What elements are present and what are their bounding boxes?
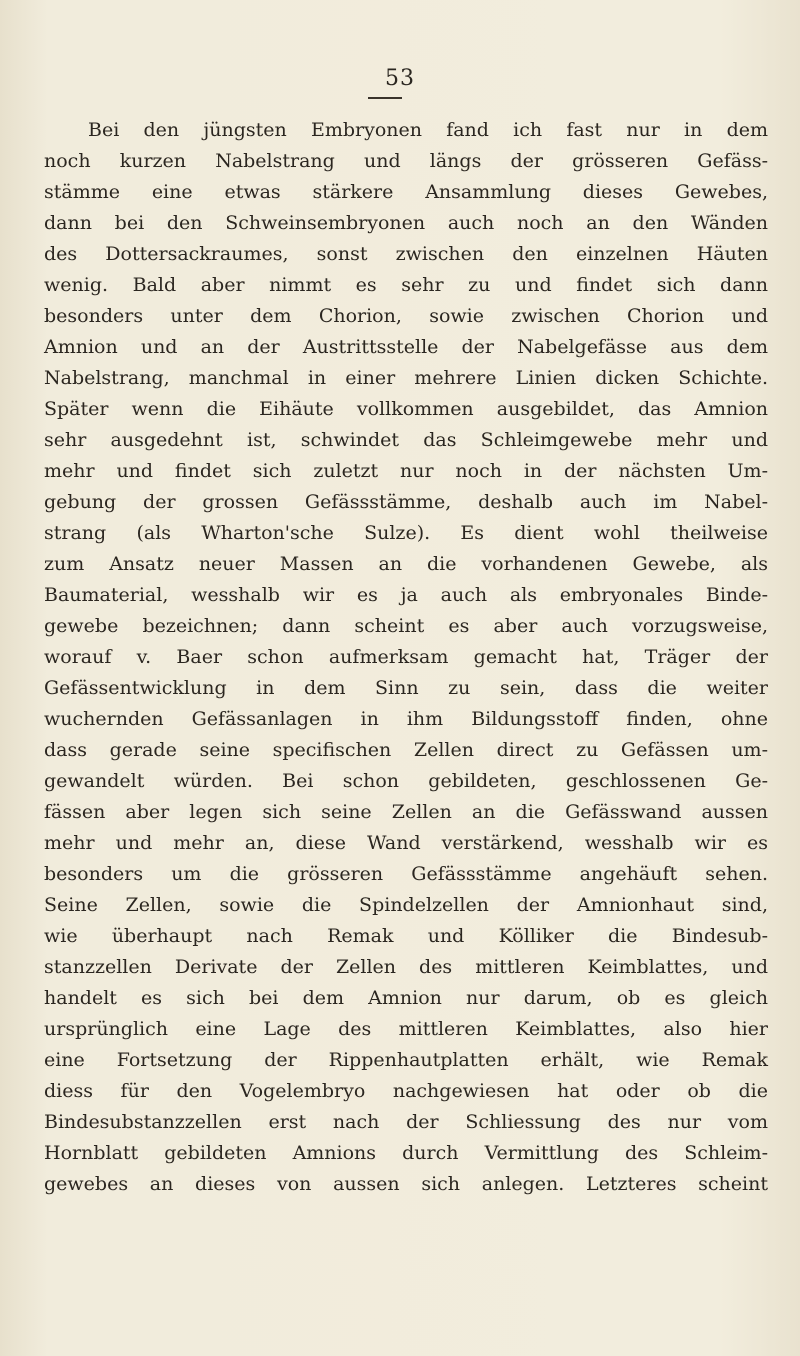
text-line: gebung der grossen Gefässstämme, deshalb auch im Nabel- — [44, 491, 768, 513]
text-line: gewebe bezeichnen; dann scheint es aber auch vorzugsweise, — [44, 615, 768, 637]
text-line: Später wenn die Eihäute vollkommen ausgebildet, das Amnion — [44, 398, 768, 420]
text-line: Bei den jüngsten Embryonen fand ich fast nur in dem — [88, 119, 768, 141]
text-line: dass gerade seine specifischen Zellen direct zu Gefässen um- — [44, 739, 768, 761]
text-line: mehr und findet sich zuletzt nur noch in der nächsten Um- — [44, 460, 768, 482]
text-line: gewebes an dieses von aussen sich anlegen. Letzteres scheint — [44, 1173, 768, 1195]
text-line: Nabelstrang, manchmal in einer mehrere Linien dicken Schichte. — [44, 367, 768, 389]
text-line: Seine Zellen, sowie die Spindelzellen der Amnionhaut sind, — [44, 894, 768, 916]
text-line: besonders um die grösseren Gefässstämme angehäuft sehen. — [44, 863, 768, 885]
text-line: eine Fortsetzung der Rippenhautplatten erhält, wie Remak — [44, 1049, 768, 1071]
text-line: besonders unter dem Chorion, sowie zwischen Chorion und — [44, 305, 768, 327]
text-line: Baumaterial, wesshalb wir es ja auch als embryonales Binde- — [44, 584, 768, 606]
text-line: fässen aber legen sich seine Zellen an die Gefässwand aussen — [44, 801, 768, 823]
text-line: ursprünglich eine Lage des mittleren Keimblattes, also hier — [44, 1018, 768, 1040]
text-line: worauf v. Baer schon aufmerksam gemacht hat, Träger der — [44, 646, 768, 668]
page-number: 53 — [385, 66, 415, 91]
text-line: mehr und mehr an, diese Wand verstärkend, wesshalb wir es — [44, 832, 768, 854]
text-line: strang (als Wharton'sche Sulze). Es dient wohl theilweise — [44, 522, 768, 544]
text-line: handelt es sich bei dem Amnion nur darum, ob es gleich — [44, 987, 768, 1009]
text-line: wenig. Bald aber nimmt es sehr zu und findet sich dann — [44, 274, 768, 296]
text-line: Bindesubstanzzellen erst nach der Schliessung des nur vom — [44, 1111, 768, 1133]
text-line: zum Ansatz neuer Massen an die vorhandenen Gewebe, als — [44, 553, 768, 575]
text-line: sehr ausgedehnt ist, schwindet das Schleimgewebe mehr und — [44, 429, 768, 451]
text-line: wie überhaupt nach Remak und Kölliker die Bindesub- — [44, 925, 768, 947]
text-line: noch kurzen Nabelstrang und längs der grösseren Gefäss- — [44, 150, 768, 172]
text-line: dann bei den Schweinsembryonen auch noch an den Wänden — [44, 212, 768, 234]
text-line: stanzzellen Derivate der Zellen des mittleren Keimblattes, und — [44, 956, 768, 978]
text-line: gewandelt würden. Bei schon gebildeten, geschlossenen Ge- — [44, 770, 768, 792]
text-line: Amnion und an der Austrittsstelle der Nabelgefässe aus dem — [44, 336, 768, 358]
page-number-rule — [368, 97, 402, 99]
text-line: Hornblatt gebildeten Amnions durch Vermittlung des Schleim- — [44, 1142, 768, 1164]
text-line: wuchernden Gefässanlagen in ihm Bildungsstoff finden, ohne — [44, 708, 768, 730]
text-line: des Dottersackraumes, sonst zwischen den einzelnen Häuten — [44, 243, 768, 265]
text-line: Gefässentwicklung in dem Sinn zu sein, dass die weiter — [44, 677, 768, 699]
body-text — [44, 115, 768, 1200]
text-line: stämme eine etwas stärkere Ansammlung dieses Gewebes, — [44, 181, 768, 203]
text-line: diess für den Vogelembryo nachgewiesen hat oder ob die — [44, 1080, 768, 1102]
